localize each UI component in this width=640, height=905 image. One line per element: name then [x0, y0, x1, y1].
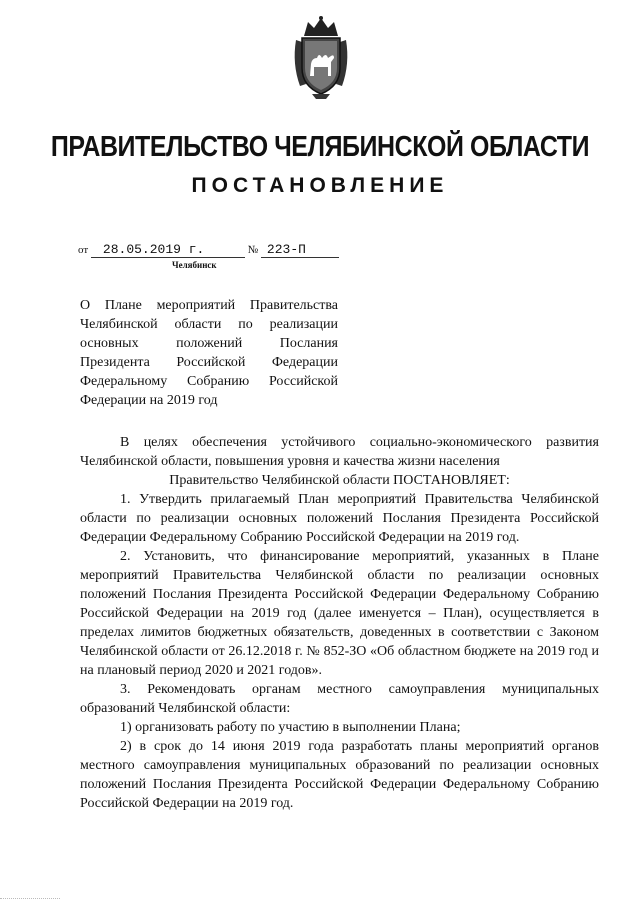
date-prefix: от — [78, 244, 89, 256]
coat-of-arms-icon — [290, 14, 352, 100]
clause-3-item-1: 1) организовать работу по участию в выполнении Плана; — [120, 720, 461, 735]
preamble-paragraph: В целях обеспечения устойчивого социально-экономического развития Челябинской области, повышения уровня и качества жизни населения — [80, 435, 599, 469]
date-number-line — [78, 242, 339, 258]
government-title: ПРАВИТЕЛЬСТВО ЧЕЛЯБИНСКОЙ ОБЛАСТИ — [50, 131, 590, 163]
clause-3: 3. Рекомендовать органам местного самоуправления муниципальных образований Челябинской области: — [80, 682, 599, 716]
document-body — [80, 433, 599, 813]
document-date: 28.05.2019 г. — [91, 242, 245, 258]
document-number: 223-П — [261, 242, 339, 258]
resolution-statement: Правительство Челябинской области ПОСТАНОВЛЯЕТ: — [169, 473, 510, 488]
clause-1: 1. Утвердить прилагаемый План мероприятий Правительства Челябинской области по реализации основных положений Послания Президента Российской Федерации Федеральному Собранию Российской Федерации на 2019 год. — [80, 492, 599, 545]
scan-artifact-divider — [0, 898, 60, 899]
number-prefix: № — [247, 244, 259, 256]
document-type-title: ПОСТАНОВЛЕНИЕ — [191, 174, 449, 197]
clause-3-item-2: 2) в срок до 14 июня 2019 года разработать планы мероприятий органов местного самоуправления муниципальных образований по реализации основных положений Послания Президента Российской Федерации Федеральному Собранию Российской Федерации на 2019 год. — [80, 739, 599, 811]
clause-2: 2. Установить, что финансирование мероприятий, указанных в Плане мероприятий Правительства Челябинской области по реализации основных положений Послания Президента Российской Федерации Федеральному Собранию Российской Федерации на 2019 год (далее именуется – План), осуществляется в пределах лимитов бюджетных обязательств, доведенных в соответствии с Законом Челябинской области от 26.12.2018 г. № 852-ЗО «Об областном бюджете на 2019 год и на плановый период 2020 и 2021 годов». — [80, 549, 599, 678]
document-subject: О Плане мероприятий Правительства Челябинской области по реализации основных положений Послания Президента Российской Федерации Федеральному Собранию Российской Федерации на 2019 год — [80, 298, 338, 408]
city-name: Челябинск — [172, 260, 217, 270]
